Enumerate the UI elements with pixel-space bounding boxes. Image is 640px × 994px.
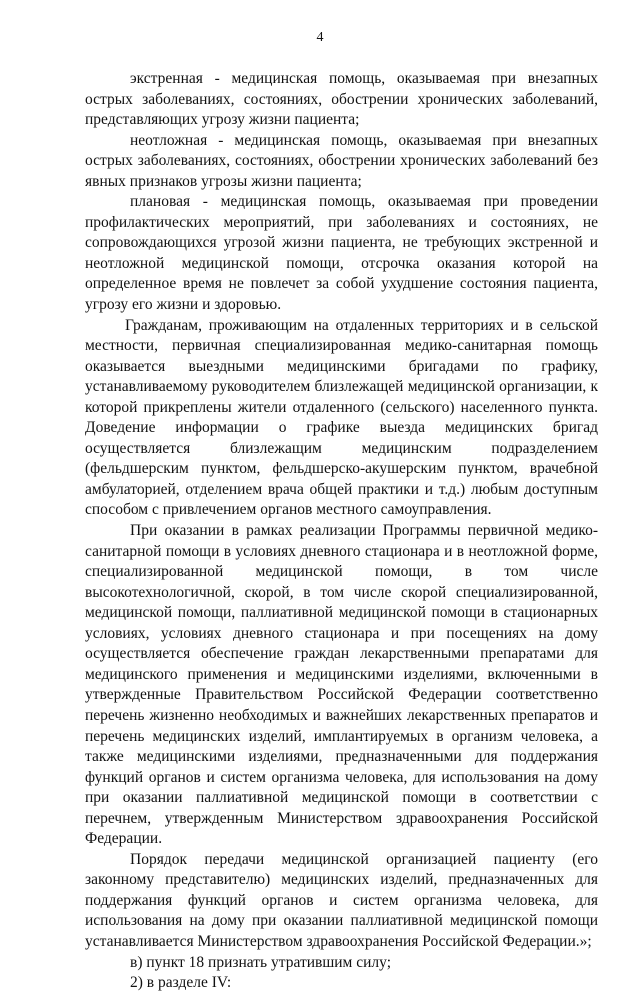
paragraph-device-transfer-procedure: Порядок передачи медицинской организацией пациенту (его законному представителю) медицинских изделий, предназначенных для поддержания функций органов и систем организма человека, для использования на дому при оказании паллиативной медицинской помощи устанавливается Министерством здравоохранения Российской Федерации.»; bbox=[85, 850, 598, 950]
paragraph-medication-provision: При оказании в рамках реализации Программы первичной медико-санитарной помощи в условиях дневного стационара и в неотложной форме, специализированной медицинской помощи, в том числе высокотехнологичной, скорой, в том числе скорой специализированной, медицинской помощи, паллиативной медицинской помощи в стационарных условиях, условиях дневного стационара и при посещениях на дому осуществляется обеспечение граждан лекарственными препаратами для медицинского применения и медицинскими изделиями, включенными в утвержденные Правительством Российской Федерации соответственно перечень жизненно необходимых и важнейших лекарственных препаратов и перечень медицинских изделий, имплантируемых в организм человека, а также медицинскими изделиями, предназначенными для поддержания функций органов и систем организма человека, для использования на дому при оказании паллиативной медицинской помощи в соответствии с перечнем, утвержденным Министерством здравоохранения Российской Федерации. bbox=[85, 522, 598, 848]
paragraph-remote-territories: Гражданам, проживающим на отдаленных территориях и в сельской местности, первичная специализированная медико-санитарная помощь оказывается выездными медицинскими бригадами по графику, устанавливаемому руководителем близлежащей медицинской организации, к которой прикреплены жители отдаленного (сельского) населенного пункта. Доведение информации о графике выезда медицинских бригад осуществляется близлежащим медицинским подразделением (фельдшерским пунктом, фельдшерско-акушерским пунктом, врачебной амбулаторией, отделением врача общей практики и т.д.) любым доступным способом с привлечением органов местного самоуправления. bbox=[85, 316, 598, 519]
document-body bbox=[85, 69, 598, 994]
page-number: 4 bbox=[316, 30, 324, 45]
paragraph-planned-care: плановая - медицинская помощь, оказываемая при проведении профилактических мероприятий, при заболеваниях и состояниях, не сопровождающихся угрозой жизни пациента, не требующих экстренной и неотложной медицинской помощи, отсрочка оказания которой на определенное время не повлечет за собой ухудшение состояния пациента, угрозу его жизни и здоровью. bbox=[85, 193, 598, 314]
paragraph-item-18-repeal: в) пункт 18 признать утратившим силу; bbox=[130, 953, 392, 971]
paragraph-section-iv: 2) в разделе IV: bbox=[130, 974, 232, 992]
paragraph-urgent-care: неотложная - медицинская помощь, оказываемая при внезапных острых заболеваниях, состояниях, обострении хронических заболеваний без явных признаков угрозы жизни пациента; bbox=[85, 131, 598, 190]
paragraph-emergency-care: экстренная - медицинская помощь, оказываемая при внезапных острых заболеваниях, состояниях, обострении хронических заболеваний, представляющих угрозу жизни пациента; bbox=[85, 70, 598, 129]
